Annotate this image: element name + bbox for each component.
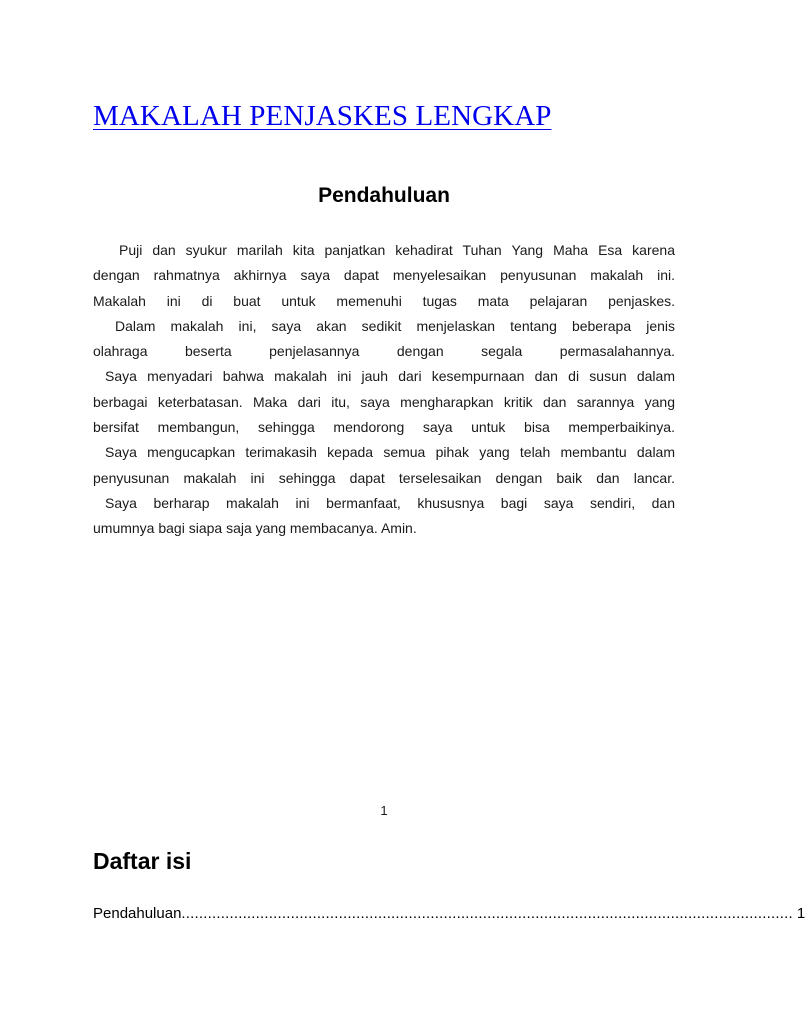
- page-number: 1: [380, 803, 388, 818]
- body-line: Dalam makalah ini, saya akan sedikit menjelaskan tentang beberapa jenis: [115, 317, 675, 334]
- body-line: penyusunan makalah ini sehingga dapat terselesaikan dengan baik dan lancar.: [93, 469, 675, 486]
- toc-heading: Daftar isi: [93, 848, 192, 874]
- toc-entry-label: Pendahuluan: [93, 905, 182, 922]
- body-line: Makalah ini di buat untuk memenuhi tugas mata pelajaran penjaskes.: [93, 292, 675, 309]
- document-title-link[interactable]: MAKALAH PENJASKES LENGKAP: [93, 100, 552, 132]
- toc-entry-page-number: 1: [796, 905, 805, 922]
- toc-entry-pendahuluan[interactable]: [93, 905, 805, 922]
- body-line: bersifat membangun, sehingga mendorong saya untuk bisa memperbaikinya.: [93, 419, 675, 436]
- body-line: olahraga beserta penjelasannya dengan segala permasalahannya.: [93, 343, 675, 360]
- introduction-paragraph: [93, 240, 675, 544]
- body-line: Saya berharap makalah ini bermanfaat, khususnya bagi saya sendiri, dan: [105, 494, 675, 511]
- section-heading-pendahuluan: Pendahuluan: [318, 184, 450, 207]
- body-line: umumnya bagi siapa saja yang membacanya. Amin.: [93, 520, 417, 537]
- body-line: dengan rahmatnya akhirnya saya dapat menyelesaikan penyusunan makalah ini.: [93, 267, 675, 284]
- body-line: Puji dan syukur marilah kita panjatkan kehadirat Tuhan Yang Maha Esa karena: [119, 242, 675, 258]
- toc-dot-leader: ............................................................................................................................................: [181, 905, 793, 922]
- body-line: berbagai keterbatasan. Maka dari itu, saya mengharapkan kritik dan sarannya yang: [93, 393, 675, 410]
- body-line: Saya mengucapkan terimakasih kepada semua pihak yang telah membantu dalam: [105, 444, 675, 461]
- body-line: Saya menyadari bahwa makalah ini jauh dari kesempurnaan dan di susun dalam: [105, 368, 675, 385]
